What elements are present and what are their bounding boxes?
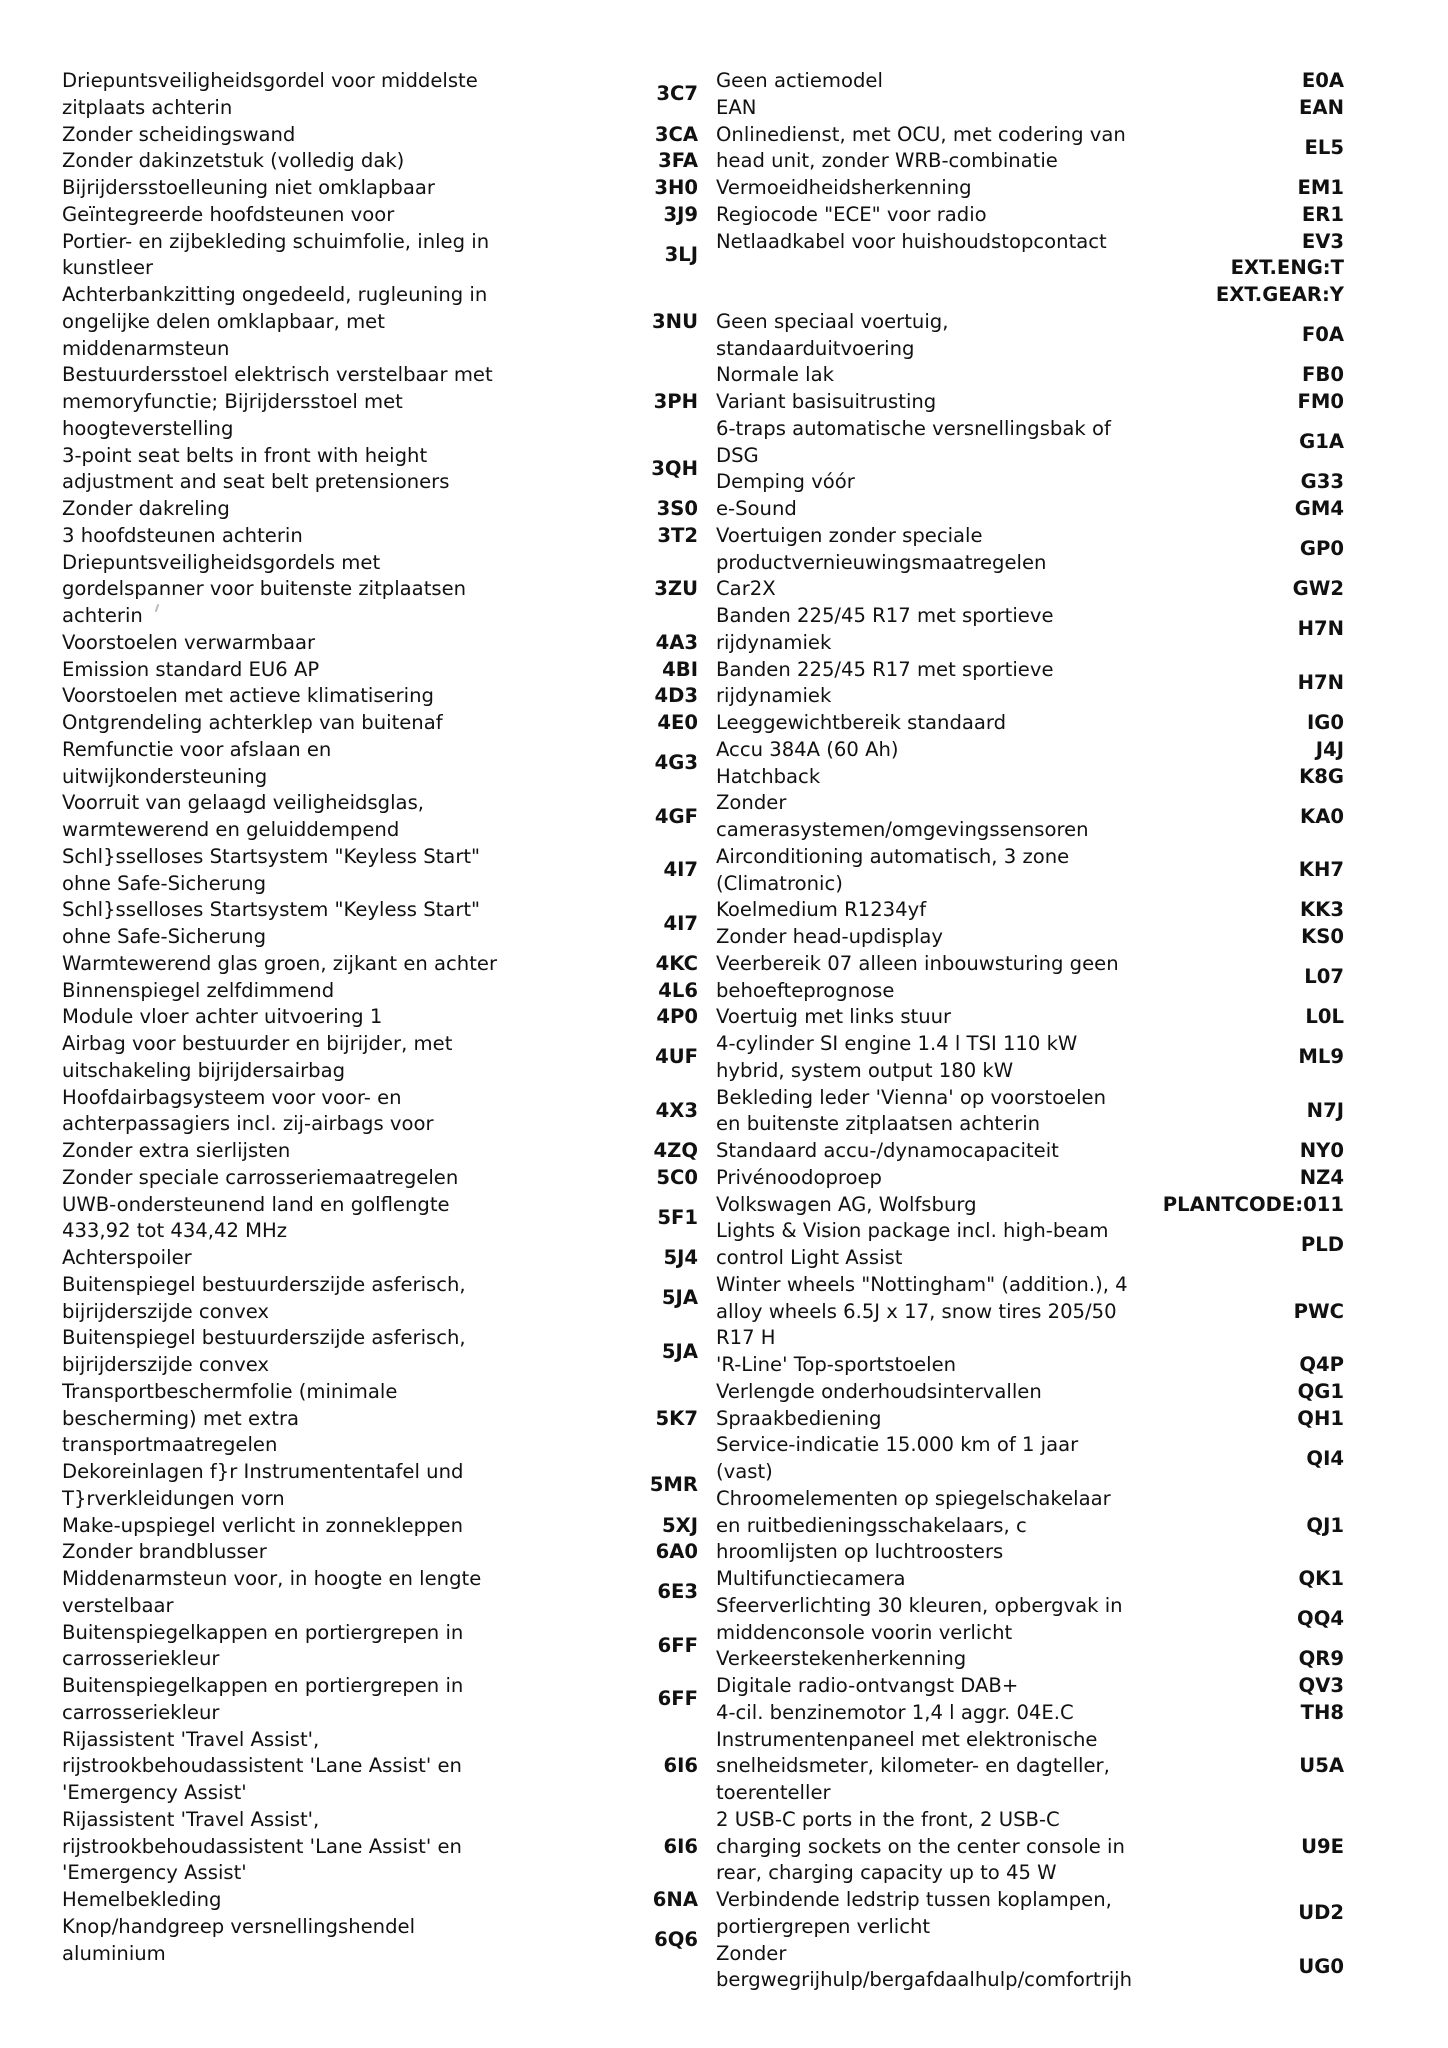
option-code: 6I6: [663, 1834, 698, 1858]
option-description: Verkeerstekenherkenning: [716, 1647, 967, 1671]
option-description: Buitenspiegel bestuurderszijde asferisch, bijrijderszijde convex: [62, 1326, 466, 1376]
option-row: [62, 202, 698, 229]
option-code: 3PH: [653, 390, 698, 413]
option-code: 3QH: [651, 456, 698, 480]
option-code: EV3: [1301, 229, 1344, 253]
option-row: [716, 175, 1344, 202]
option-row: [716, 576, 1344, 603]
option-description: Bijrijdersstoelleuning niet omklapbaar: [62, 176, 435, 199]
option-code: QI4: [1306, 1446, 1344, 1470]
option-description: Voertuig met links stuur: [716, 1005, 952, 1029]
option-row: [62, 790, 698, 844]
option-code: 4G3: [654, 751, 698, 775]
option-description: Zonder camerasystemen/omgevingssensoren: [716, 791, 1089, 841]
option-row: [716, 1379, 1344, 1406]
option-description: UWB-ondersteunend land en golflengte 433,92 tot 434,42 MHz: [62, 1192, 450, 1243]
option-row: [716, 523, 1344, 577]
option-row: [62, 229, 698, 283]
left-option-column: [62, 68, 698, 1967]
option-row: [62, 1459, 698, 1513]
option-description: Variant basisuitrusting: [716, 390, 937, 413]
option-row: [716, 1138, 1344, 1165]
option-code: QR9: [1298, 1647, 1344, 1671]
option-code: 3T2: [657, 523, 698, 547]
option-code: G33: [1300, 470, 1344, 494]
option-row: [62, 68, 698, 122]
option-row: [716, 1807, 1344, 1887]
option-row: [716, 790, 1344, 844]
option-description: Knop/handgreep versnellingshendel aluminium: [62, 1914, 416, 1965]
option-description: Driepuntsveiligheidsgordels met gordelspanner voor buitenste zitplaatsen achterin: [62, 550, 467, 627]
option-code: 3CA: [654, 122, 698, 146]
option-code: UD2: [1298, 1901, 1344, 1925]
option-code: Q4P: [1299, 1353, 1344, 1376]
option-row: [62, 1245, 698, 1272]
option-code: 3FA: [658, 149, 698, 173]
option-code: L0L: [1305, 1005, 1344, 1029]
option-description: Winter wheels "Nottingham" (addition.), 4 alloy wheels 6.5J x 17, snow tires 205/50 R17 H: [716, 1272, 1128, 1350]
option-row: [716, 1673, 1344, 1700]
option-description: Rijassistent 'Travel Assist', rijstrookbehoudassistent 'Lane Assist' en 'Emergency Assist': [62, 1727, 462, 1804]
option-row: [62, 630, 698, 657]
option-code: QJ1: [1306, 1513, 1344, 1537]
option-row: [716, 68, 1344, 95]
option-code: G1A: [1299, 430, 1344, 454]
option-row: [716, 924, 1344, 951]
option-row: [62, 844, 698, 898]
option-description: Hoofdairbagsysteem voor voor- en achterpassagiers incl. zij-airbags voor: [62, 1085, 434, 1136]
option-row: [62, 175, 698, 202]
option-description: Sfeerverlichting 30 kleuren, opbergvak in middenconsole voorin verlicht: [716, 1593, 1123, 1644]
option-row: [62, 1031, 698, 1085]
option-row: [62, 951, 698, 978]
option-description: 4-cil. benzinemotor 1,4 l aggr. 04E.C: [716, 1700, 1074, 1724]
option-row: [716, 737, 1344, 764]
option-description: Zonder speciale carrosseriemaatregelen: [62, 1165, 459, 1189]
option-row: [62, 550, 698, 630]
option-row: [62, 1004, 698, 1031]
option-description: Achterspoiler: [62, 1246, 192, 1269]
option-row: [716, 1646, 1344, 1673]
option-row: [62, 1325, 698, 1379]
option-code: KH7: [1298, 858, 1344, 882]
option-code: U5A: [1299, 1754, 1344, 1778]
option-description: 3-point seat belts in front with height adjustment and seat belt pretensioners: [62, 443, 450, 494]
option-description: Buitenspiegelkappen en portiergrepen in carrosseriekleur: [62, 1674, 464, 1724]
option-row: [716, 1486, 1344, 1566]
option-code: KK3: [1300, 898, 1344, 922]
option-description: Module vloer achter uitvoering 1: [62, 1005, 383, 1029]
option-code: 6NA: [652, 1888, 698, 1911]
option-description: 3 hoofdsteunen achterin: [62, 523, 303, 547]
option-code: UG0: [1298, 1954, 1344, 1978]
option-description: Veerbereik 07 alleen inbouwsturing geen behoefteprognose: [716, 951, 1119, 1002]
option-row: [716, 1031, 1344, 1085]
option-code: 4E0: [657, 711, 698, 734]
option-row: [716, 603, 1344, 657]
option-description: e-Sound: [716, 497, 797, 520]
option-code: 3ZU: [654, 577, 698, 601]
option-description: Geïntegreerde hoofdsteunen voor: [62, 202, 395, 226]
option-row: [716, 764, 1344, 791]
option-row: [716, 255, 1344, 282]
option-code: L07: [1304, 965, 1344, 989]
option-code: GM4: [1294, 497, 1344, 520]
option-row: [716, 309, 1344, 363]
option-description: Buitenspiegelkappen en portiergrepen in carrosseriekleur: [62, 1620, 464, 1671]
option-description: Onlinedienst, met OCU, met codering van head unit, zonder WRB-combinatie: [716, 122, 1126, 173]
option-row: [716, 469, 1344, 496]
option-code: 5XJ: [661, 1513, 698, 1537]
option-description: Regiocode "ECE" voor radio: [716, 202, 987, 226]
option-description: Voorruit van gelaagd veiligheidsglas, warmtewerend en geluiddempend: [62, 791, 425, 841]
option-code: E0A: [1301, 69, 1344, 92]
option-description: Banden 225/45 R17 met sportieve rijdynamiek: [716, 604, 1054, 654]
option-row: [716, 202, 1344, 229]
option-row: [62, 1914, 698, 1968]
option-code: EXT.ENG:T: [1230, 256, 1344, 280]
option-description: Schl}sselloses Startsystem "Keyless Start" ohne Safe-Sicherung: [62, 898, 481, 948]
option-row: [716, 122, 1344, 176]
option-description: Remfunctie voor afslaan en uitwijkondersteuning: [62, 737, 332, 788]
option-row: [716, 282, 1344, 309]
option-row: [62, 362, 698, 442]
option-code: 4KC: [655, 951, 698, 975]
option-row: [62, 1192, 698, 1246]
option-description: Emission standard EU6 AP: [62, 657, 320, 681]
option-row: [62, 1513, 698, 1540]
option-description: Koelmedium R1234yf: [716, 898, 927, 922]
option-code: NY0: [1299, 1139, 1344, 1162]
option-row: [62, 1379, 698, 1459]
option-code: QH1: [1297, 1406, 1344, 1430]
option-code: 6Q6: [654, 1928, 698, 1952]
option-code: GW2: [1292, 577, 1344, 601]
option-description: Zonder brandblusser: [62, 1540, 267, 1564]
option-code: F0A: [1301, 323, 1344, 347]
option-description: Digitale radio-ontvangst DAB+: [716, 1674, 1019, 1697]
option-row: [62, 1138, 698, 1165]
option-code: 6E3: [657, 1580, 698, 1604]
option-code: U9E: [1301, 1834, 1344, 1858]
option-description: Voorstoelen verwarmbaar: [62, 630, 316, 654]
option-code: EXT.GEAR:Y: [1215, 283, 1344, 306]
option-code: 3NU: [652, 309, 698, 333]
option-row: [716, 1218, 1344, 1272]
option-code: NZ4: [1299, 1165, 1344, 1189]
option-code: N7J: [1306, 1098, 1344, 1122]
option-description: Normale lak: [716, 363, 834, 387]
option-code: QQ4: [1297, 1607, 1344, 1631]
option-code: 6FF: [657, 1687, 698, 1711]
option-description: 'R-Line' Top-sportstoelen: [716, 1353, 957, 1376]
option-description: Zonder head-updisplay: [716, 925, 944, 948]
option-description: Bestuurdersstoel elektrisch verstelbaar met memoryfunctie; Bijrijdersstoel met hoogteverstelling: [62, 363, 493, 440]
option-row: [716, 229, 1344, 256]
option-row: [716, 362, 1344, 389]
option-code: 6FF: [657, 1633, 698, 1657]
option-row: [716, 1593, 1344, 1647]
option-description: Transportbeschermfolie (minimale bescherming) met extra transportmaatregelen: [62, 1379, 398, 1457]
option-code: 4A3: [655, 630, 698, 654]
option-description: 4-cylinder SI engine 1.4 l TSI 110 kW hybrid, system output 180 kW: [716, 1032, 1078, 1082]
option-code: 4I7: [663, 911, 698, 935]
option-code: FB0: [1302, 363, 1344, 387]
option-description: Volkswagen AG, Wolfsburg: [716, 1192, 977, 1216]
option-description: Middenarmsteun voor, in hoogte en lengte verstelbaar: [62, 1567, 482, 1617]
option-code: 3J9: [663, 202, 698, 226]
option-description: Demping vóór: [716, 470, 855, 494]
option-description: Ontgrendeling achterklep van buitenaf: [62, 711, 443, 734]
option-description: Verlengde onderhoudsintervallen: [716, 1379, 1042, 1403]
option-row: [62, 496, 698, 523]
option-description: Lights & Vision package incl. high-beam control Light Assist: [716, 1219, 1109, 1269]
option-row: [716, 844, 1344, 898]
option-row: [62, 657, 698, 684]
option-description: Vermoeidheidsherkenning: [716, 176, 972, 199]
option-description: Voertuigen zonder speciale productvernieuwingsmaatregelen: [716, 523, 1047, 574]
option-code: H7N: [1297, 617, 1344, 641]
option-row: [716, 897, 1344, 924]
option-description: Rijassistent 'Travel Assist', rijstrookbehoudassistent 'Lane Assist' en 'Emergency Assist': [62, 1807, 462, 1885]
option-row: [716, 1406, 1344, 1433]
option-code: KA0: [1300, 804, 1344, 828]
option-description: Accu 384A (60 Ah): [716, 737, 899, 761]
option-description: Portier- en zijbekleding schuimfolie, inleg in kunstleer: [62, 229, 490, 280]
option-code: 3LJ: [664, 242, 698, 266]
option-description: Service-indicatie 15.000 km of 1 jaar (vast): [716, 1433, 1079, 1483]
option-description: Make-upspiegel verlicht in zonnekleppen: [62, 1513, 463, 1537]
option-row: [62, 1673, 698, 1727]
option-code: 4X3: [655, 1098, 698, 1122]
option-description: Dekoreinlagen f}r Instrumententafel und T}rverkleidungen vorn: [62, 1460, 464, 1510]
option-description: Spraakbediening: [716, 1406, 882, 1430]
option-row: [62, 148, 698, 175]
option-row: [716, 389, 1344, 416]
option-row: [62, 1887, 698, 1914]
option-row: [62, 1566, 698, 1620]
option-row: [716, 1566, 1344, 1593]
option-code: EM1: [1297, 176, 1344, 199]
option-code: 4BI: [662, 657, 698, 681]
option-code: 4UF: [655, 1045, 698, 1069]
option-row: [716, 1192, 1344, 1219]
option-code: 5K7: [655, 1406, 698, 1430]
option-row: [716, 1700, 1344, 1727]
option-description: Airconditioning automatisch, 3 zone (Climatronic): [716, 844, 1070, 895]
option-description: Multifunctiecamera: [716, 1567, 906, 1590]
option-code: QK1: [1298, 1567, 1344, 1590]
option-description: Voorstoelen met actieve klimatisering: [62, 684, 434, 708]
option-row: [62, 443, 698, 497]
option-description: Driepuntsveiligheidsgordel voor middelste zitplaats achterin: [62, 69, 478, 119]
option-row: [62, 1539, 698, 1566]
option-code: H7N: [1297, 670, 1344, 694]
option-description: 2 USB-C ports in the front, 2 USB-C charging sockets on the center console in rear, charging capacity up to 45 W: [716, 1807, 1125, 1885]
option-description: Zonder scheidingswand: [62, 122, 296, 146]
option-description: Verbindende ledstrip tussen koplampen, portiergrepen verlicht: [716, 1888, 1112, 1938]
option-row: [716, 1004, 1344, 1031]
option-row: [716, 1432, 1344, 1486]
option-code: 6A0: [655, 1540, 698, 1564]
option-code: 4D3: [654, 684, 698, 708]
option-row: [62, 710, 698, 737]
option-description: Instrumentenpaneel met elektronische snelheidsmeter, kilometer- en dagteller, toerenteller: [716, 1727, 1110, 1804]
option-description: Geen actiemodel: [716, 69, 883, 92]
option-code: 5JA: [661, 1339, 698, 1363]
option-code: 4P0: [656, 1005, 698, 1029]
option-row: [716, 95, 1344, 122]
option-code: PLANTCODE:011: [1162, 1192, 1344, 1216]
option-description: Netlaadkabel voor huishoudstopcontact: [716, 229, 1107, 253]
option-code: K8G: [1299, 764, 1344, 788]
option-code: 5J4: [663, 1246, 698, 1269]
option-row: [716, 1085, 1344, 1139]
option-row: [62, 122, 698, 149]
option-description: Zonder dakinzetstuk (volledig dak): [62, 149, 405, 173]
option-row: [716, 1272, 1344, 1352]
option-row: [62, 683, 698, 710]
option-description: Geen speciaal voertuig, standaarduitvoering: [716, 309, 949, 360]
option-row: [716, 710, 1344, 737]
option-code: 4ZQ: [653, 1139, 698, 1162]
option-code: EAN: [1299, 95, 1344, 119]
option-code: PWC: [1293, 1299, 1344, 1323]
option-code: KS0: [1301, 925, 1344, 948]
option-description: Airbag voor bestuurder en bijrijder, met uitschakeling bijrijdersairbag: [62, 1032, 453, 1082]
option-row: [62, 897, 698, 951]
option-code: QG1: [1297, 1379, 1344, 1403]
option-description: Standaard accu-/dynamocapaciteit: [716, 1139, 1059, 1162]
option-code: 4L6: [658, 978, 698, 1002]
option-code: 3C7: [656, 82, 698, 106]
option-row: [716, 496, 1344, 523]
option-description: Chroomelementen op spiegelschakelaar en ruitbedieningsschakelaars, c hroomlijsten op luchtroosters: [716, 1486, 1111, 1564]
option-code: 5F1: [657, 1205, 698, 1229]
option-row: [716, 1941, 1344, 1995]
option-description: Bekleding leder 'Vienna' op voorstoelen en buitenste zitplaatsen achterin: [716, 1085, 1107, 1136]
option-description: Achterbankzitting ongedeeld, rugleuning in ongelijke delen omklapbaar, met middenarmsteun: [62, 283, 488, 360]
option-description: Binnenspiegel zelfdimmend: [62, 978, 335, 1002]
option-row: [62, 282, 698, 362]
option-description: Zonder bergwegrijhulp/bergafdaalhulp/comfortrijh: [716, 1941, 1133, 1992]
option-description: Hemelbekleding: [62, 1888, 222, 1911]
option-row: [716, 416, 1344, 470]
option-row: [716, 1727, 1344, 1807]
option-code: FM0: [1297, 390, 1344, 413]
option-code: 5JA: [661, 1286, 698, 1310]
option-row: [716, 1165, 1344, 1192]
option-code: QV3: [1298, 1674, 1344, 1697]
option-row: [716, 1352, 1344, 1379]
option-code: GP0: [1299, 537, 1344, 561]
option-description: Schl}sselloses Startsystem "Keyless Start" ohne Safe-Sicherung: [62, 844, 481, 895]
option-code: 5C0: [656, 1165, 698, 1189]
option-code: 5MR: [649, 1473, 698, 1497]
option-code: J4J: [1315, 737, 1344, 761]
option-code: IG0: [1306, 711, 1344, 734]
option-description: Zonder extra sierlijsten: [62, 1139, 291, 1162]
option-code: 6I6: [663, 1754, 698, 1778]
option-description: Buitenspiegel bestuurderszijde asferisch, bijrijderszijde convex: [62, 1272, 466, 1323]
option-code: 4GF: [654, 804, 698, 828]
option-row: [62, 523, 698, 550]
option-row: [62, 1620, 698, 1674]
option-row: [62, 1272, 698, 1326]
option-row: [62, 1807, 698, 1887]
option-code: 3H0: [654, 176, 698, 199]
option-description: Hatchback: [716, 764, 821, 788]
option-description: Privénoodoproep: [716, 1165, 882, 1189]
option-description: Banden 225/45 R17 met sportieve rijdynamiek: [716, 657, 1054, 708]
option-row: [716, 1887, 1344, 1941]
option-code: TH8: [1300, 1700, 1344, 1724]
option-row: [716, 657, 1344, 711]
option-code: 3S0: [656, 497, 698, 520]
option-code: ML9: [1298, 1045, 1344, 1069]
option-row: [62, 978, 698, 1005]
option-description: 6-traps automatische versnellingsbak of DSG: [716, 416, 1111, 467]
option-code: PLD: [1300, 1232, 1344, 1256]
option-row: [62, 1085, 698, 1139]
right-option-column: [716, 68, 1344, 1994]
option-description: Warmtewerend glas groen, zijkant en achter: [62, 951, 498, 975]
option-code: ER1: [1301, 202, 1344, 226]
option-description: Car2X: [716, 577, 776, 601]
option-row: [62, 1165, 698, 1192]
option-description: Zonder dakreling: [62, 497, 230, 520]
option-description: Leeggewichtbereik standaard: [716, 711, 1007, 734]
option-code: EL5: [1304, 135, 1344, 159]
option-description: EAN: [716, 95, 757, 119]
option-code: 4I7: [663, 858, 698, 882]
option-row: [716, 951, 1344, 1005]
option-row: [62, 1727, 698, 1807]
option-row: [62, 737, 698, 791]
